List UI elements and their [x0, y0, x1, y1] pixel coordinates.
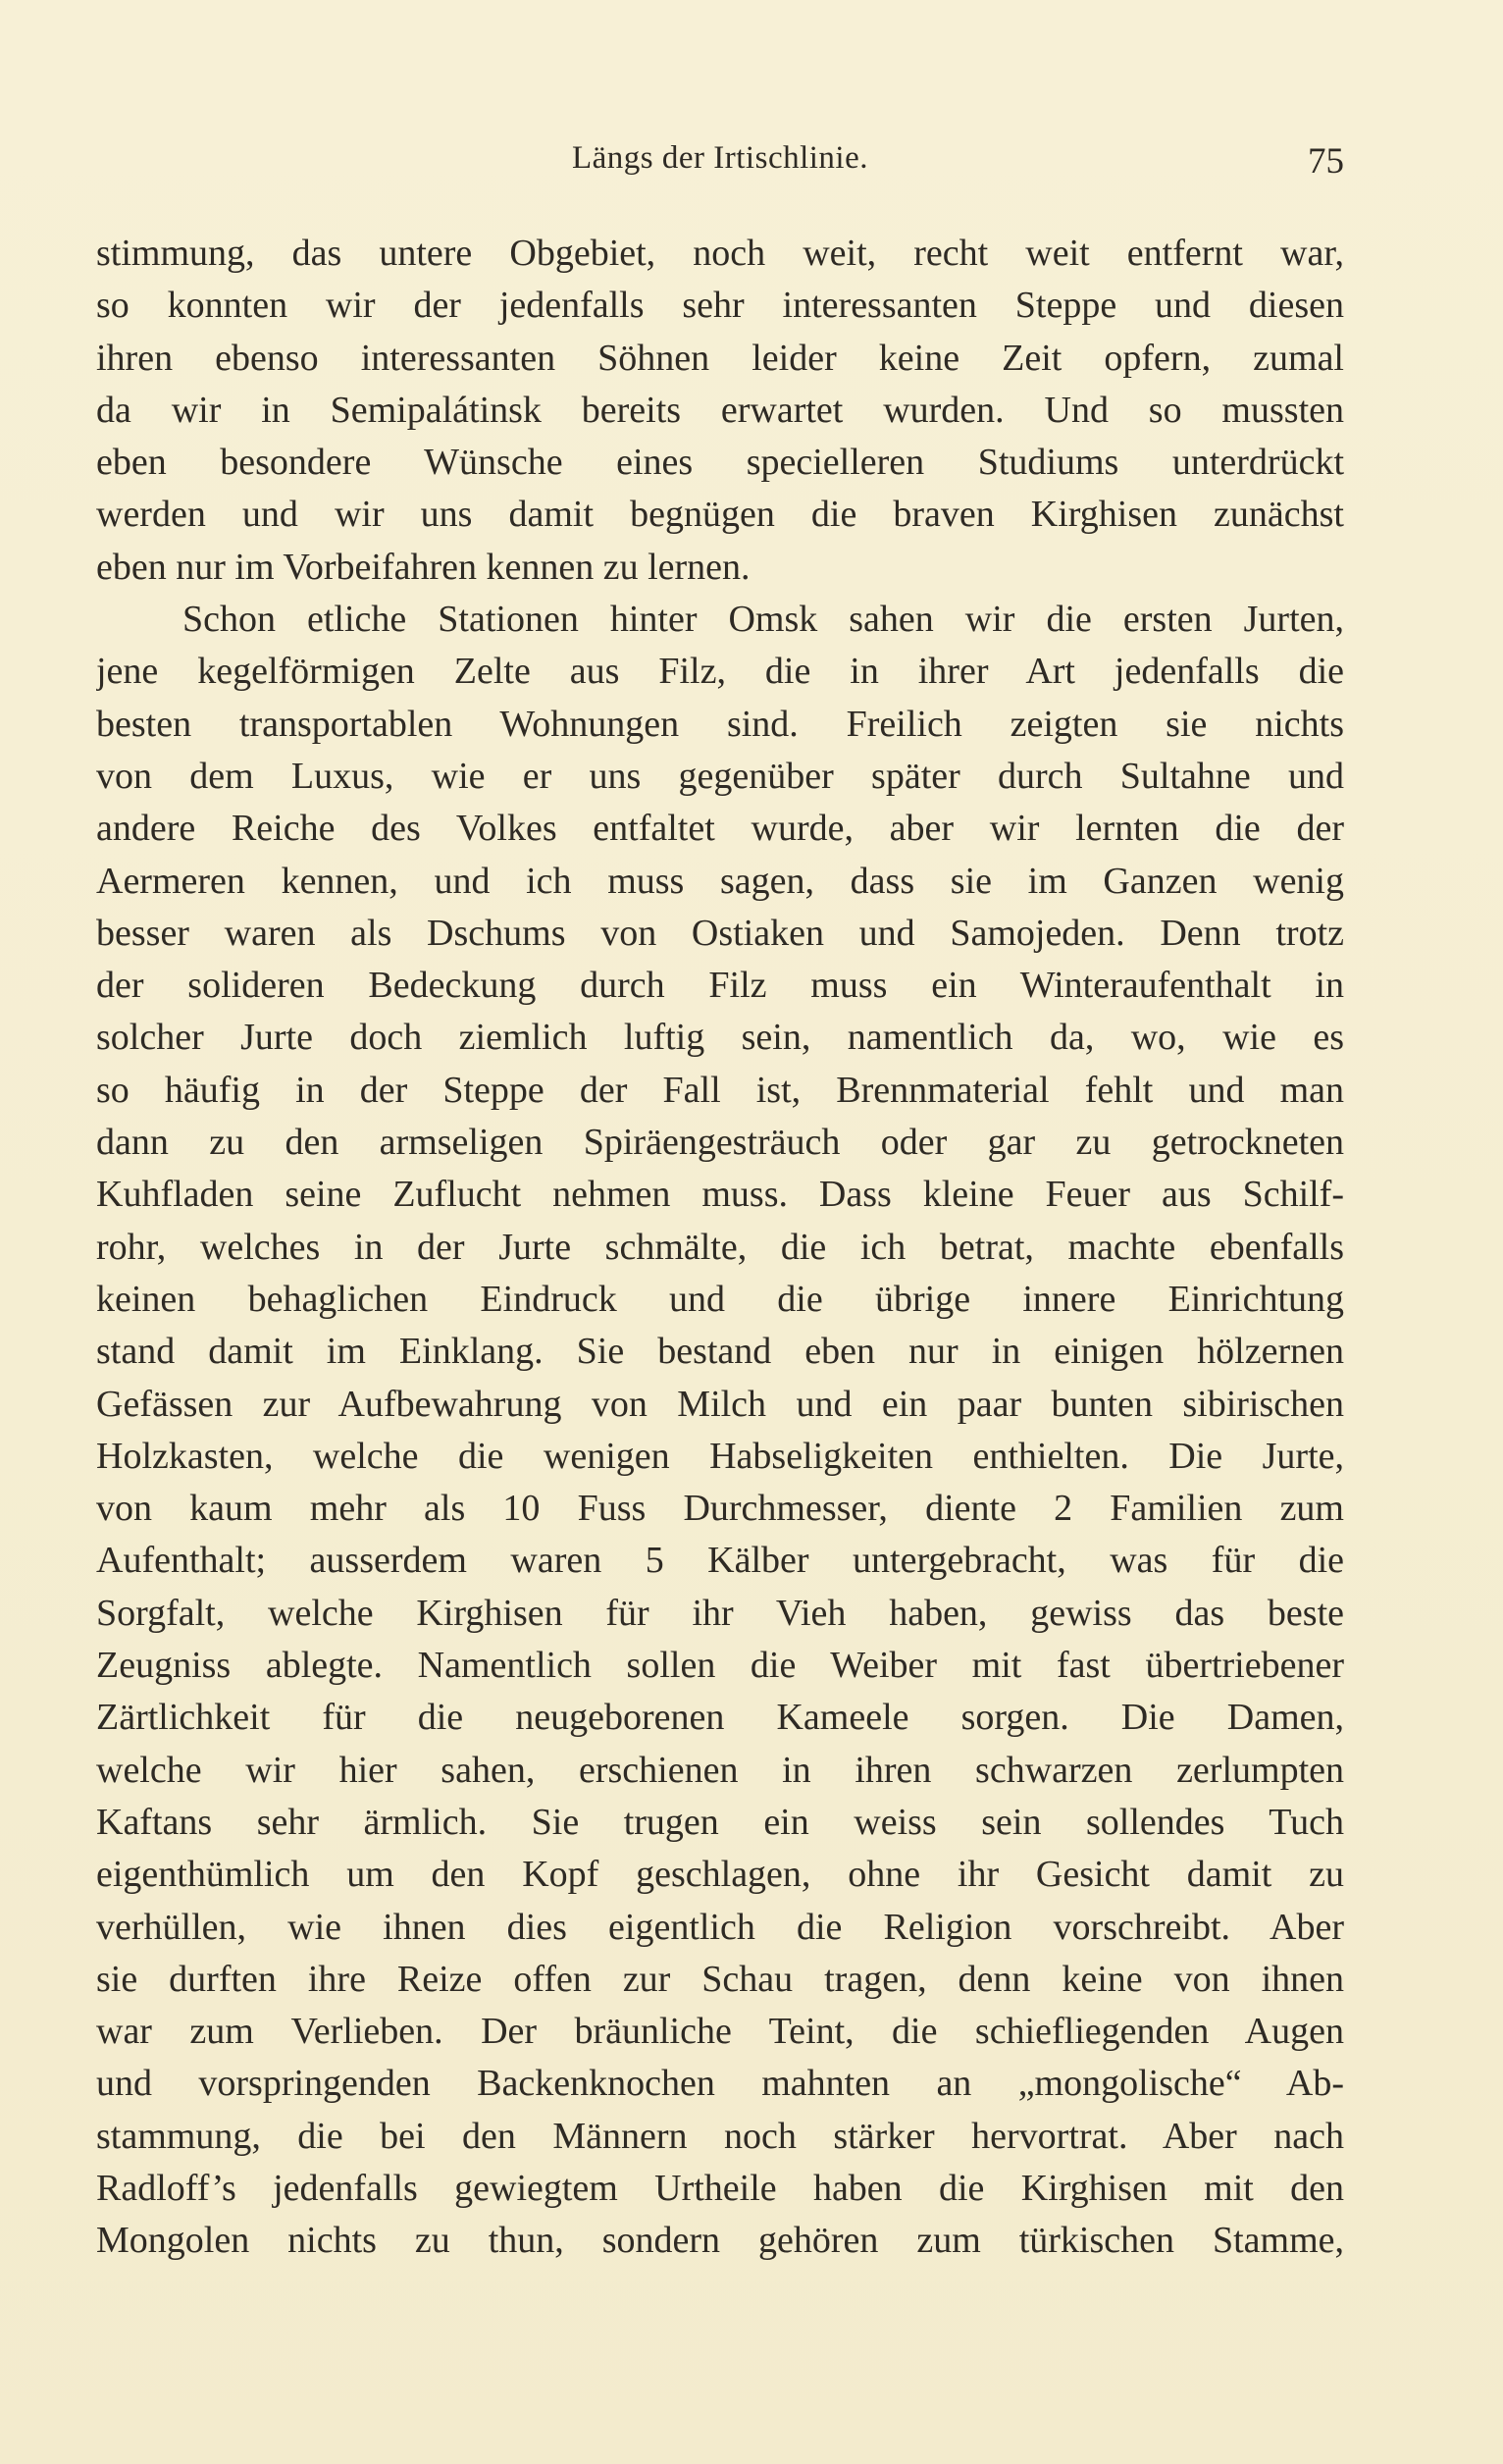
text-line: jene kegelförmigen Zelte aus Filz, die in ihrer Art jedenfalls die	[96, 651, 1344, 693]
running-head	[96, 140, 1344, 193]
text-line: werden und wir uns damit begnügen die braven Kirghisen zunächst	[96, 494, 1344, 536]
text-line: Kaftans sehr ärmlich. Sie trugen ein weiss sein sollendes Tuch	[96, 1801, 1344, 1843]
text-line: so häufig in der Steppe der Fall ist, Brennmaterial fehlt und man	[96, 1069, 1344, 1111]
text-line: Zeugniss ablegte. Namentlich sollen die Weiber mit fast übertriebener	[96, 1645, 1344, 1687]
text-line: Radloff’s jedenfalls gewiegtem Urtheile haben die Kirghisen mit den	[96, 2167, 1344, 2209]
text-line: Mongolen nichts zu thun, sondern gehören zum türkischen Stamme,	[96, 2220, 1344, 2262]
text-line: stammung, die bei den Männern noch stärker hervortrat. Aber nach	[96, 2115, 1344, 2157]
text-line: da wir in Semipalátinsk bereits erwartet wurden. Und so mussten	[96, 389, 1344, 431]
text-line: verhüllen, wie ihnen dies eigentlich die Religion vorschreibt. Aber	[96, 1906, 1344, 1948]
text-line: Zärtlichkeit für die neugeborenen Kameele sorgen. Die Damen,	[96, 1697, 1344, 1739]
text-line: andere Reiche des Volkes entfaltet wurde, aber wir lernten die der	[96, 808, 1344, 850]
page-number: 75	[1308, 141, 1344, 182]
text-line: sie durften ihre Reize offen zur Schau tragen, denn keine von ihnen	[96, 1958, 1344, 2000]
text-line: welche wir hier sahen, erschienen in ihren schwarzen zerlumpten	[96, 1749, 1344, 1791]
text-line: Aufenthalt; ausserdem waren 5 Kälber untergebracht, was für die	[96, 1540, 1344, 1582]
text-line: Sorgfalt, welche Kirghisen für ihr Vieh haben, gewiss das beste	[96, 1592, 1344, 1634]
text-line: Kuhfladen seine Zuflucht nehmen muss. Dass kleine Feuer aus Schilf-	[96, 1174, 1344, 1216]
paragraph-end-line: eben nur im Vorbeifahren kennen zu lernen.	[96, 546, 751, 588]
text-line: eben besondere Wünsche eines specielleren Studiums unterdrückt	[96, 442, 1344, 484]
text-line: und vorspringenden Backenknochen mahnten an „mongolische“ Ab-	[96, 2063, 1344, 2105]
text-line: von kaum mehr als 10 Fuss Durchmesser, diente 2 Familien zum	[96, 1488, 1344, 1530]
text-line: rohr, welches in der Jurte schmälte, die ich betrat, machte ebenfalls	[96, 1226, 1344, 1268]
body-text	[96, 228, 1344, 2268]
text-line: Aermeren kennen, und ich muss sagen, dass sie im Ganzen wenig	[96, 860, 1344, 902]
text-line: so konnten wir der jedenfalls sehr interessanten Steppe und diesen	[96, 285, 1344, 327]
text-line: besser waren als Dschums von Ostiaken und Samojeden. Denn trotz	[96, 912, 1344, 954]
text-line: keinen behaglichen Eindruck und die übrige innere Einrichtung	[96, 1278, 1344, 1320]
text-line: solcher Jurte doch ziemlich luftig sein, namentlich da, wo, wie es	[96, 1017, 1344, 1059]
text-line: Gefässen zur Aufbewahrung von Milch und ein paar bunten sibirischen	[96, 1383, 1344, 1425]
text-line: der solideren Bedeckung durch Filz muss ein Winteraufenthalt in	[96, 965, 1344, 1007]
text-line: Holzkasten, welche die wenigen Habseligkeiten enthielten. Die Jurte,	[96, 1435, 1344, 1477]
text-line: von dem Luxus, wie er uns gegenüber später durch Sultahne und	[96, 755, 1344, 797]
text-line: war zum Verlieben. Der bräunliche Teint, die schiefliegenden Augen	[96, 2011, 1344, 2053]
text-line: besten transportablen Wohnungen sind. Freilich zeigten sie nichts	[96, 703, 1344, 745]
text-line: stimmung, das untere Obgebiet, noch weit, recht weit entfernt war,	[96, 233, 1344, 274]
running-title: Längs der Irtischlinie.	[572, 140, 868, 176]
paragraph-start-line: Schon etliche Stationen hinter Omsk sahen wir die ersten Jurten,	[182, 599, 1344, 641]
text-line: stand damit im Einklang. Sie bestand eben nur in einigen hölzernen	[96, 1331, 1344, 1373]
text-line: eigenthümlich um den Kopf geschlagen, ohne ihr Gesicht damit zu	[96, 1854, 1344, 1896]
text-line: dann zu den armseligen Spiräengesträuch oder gar zu getrockneten	[96, 1122, 1344, 1164]
text-line: ihren ebenso interessanten Söhnen leider keine Zeit opfern, zumal	[96, 337, 1344, 379]
